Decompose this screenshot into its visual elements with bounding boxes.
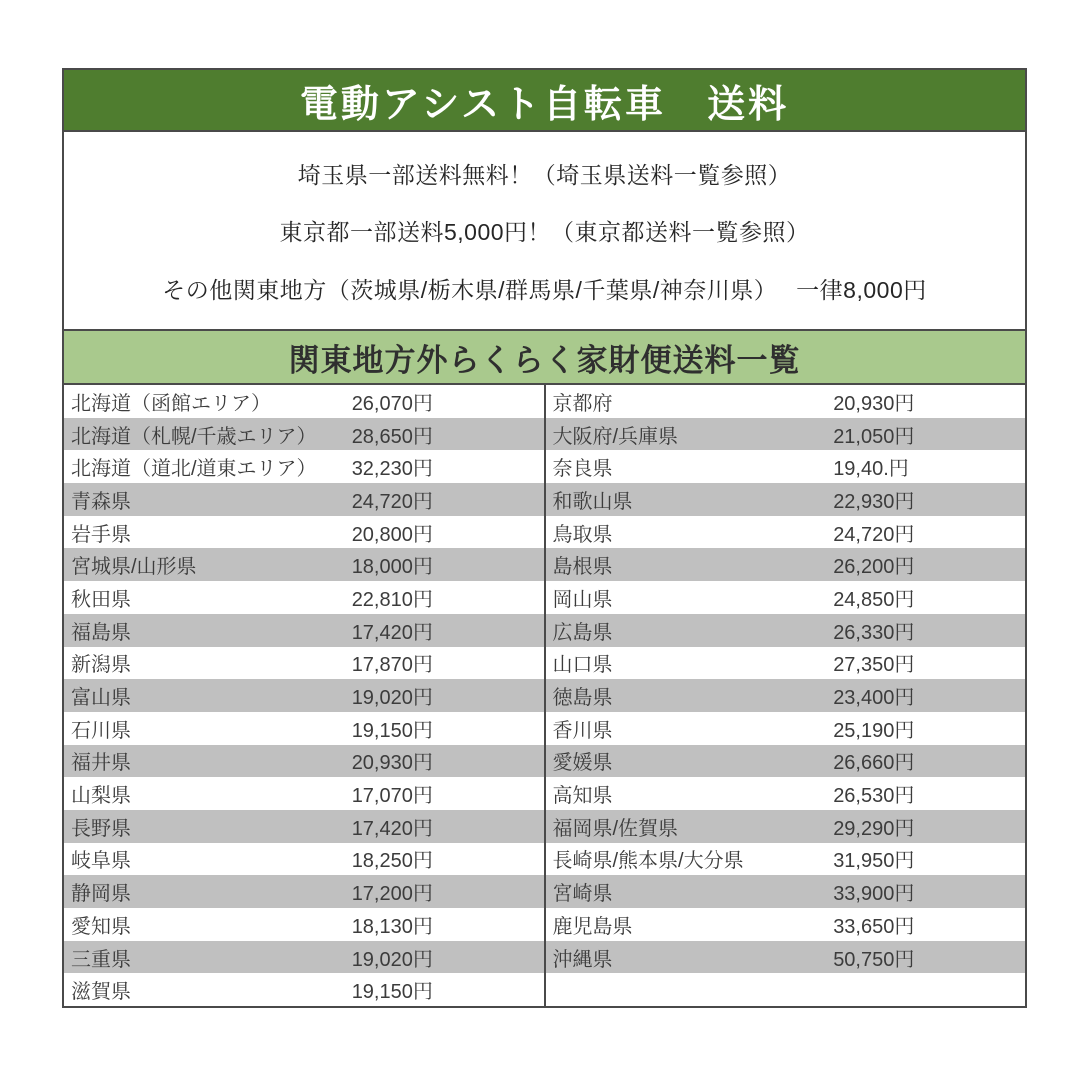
table-row: [64, 973, 544, 1006]
prefecture-name: 鹿児島県: [552, 915, 633, 938]
note-other-kanto: その他関東地方（茨城県/栃木県/群馬県/千葉県/神奈川県） 一律8,000円: [162, 276, 927, 303]
shipping-fee-value: 17,200円: [351, 883, 433, 906]
prefecture-name: 岡山県: [552, 588, 613, 611]
prefecture-name: 静岡県: [71, 883, 131, 906]
shipping-fee-value: 25,190円: [833, 719, 915, 742]
table-row: [546, 843, 1026, 876]
prefecture-name: 長崎県/熊本県/大分県: [552, 850, 744, 873]
shipping-fee-value: 26,530円: [833, 785, 915, 808]
table-row: [546, 810, 1026, 843]
prefecture-name: 山梨県: [71, 785, 131, 808]
table-row: [64, 483, 544, 516]
prefecture-name: 奈良県: [552, 458, 613, 481]
prefecture-name: 広島県: [552, 621, 613, 644]
shipping-fee-value: 26,330円: [833, 621, 915, 644]
shipping-fee-value: 24,850円: [833, 588, 915, 611]
shipping-fee-value: 17,420円: [351, 817, 433, 840]
prefecture-name: 新潟県: [71, 654, 131, 677]
shipping-fee-value: 29,290円: [833, 817, 915, 840]
shipping-fee-value: 18,000円: [351, 556, 433, 579]
shipping-fee-value: 19,020円: [351, 948, 433, 971]
shipping-fee-value: 26,070円: [351, 392, 433, 415]
fee-table-right-column: [544, 385, 1026, 1006]
table-row: [64, 385, 544, 418]
prefecture-name: 福島県: [71, 621, 131, 644]
shipping-fee-value: 26,660円: [833, 752, 915, 775]
shipping-fee-value: 24,720円: [833, 523, 915, 546]
shipping-fee-sheet: [62, 68, 1027, 1008]
table-row: [546, 973, 1026, 1006]
note-tokyo: 東京都一部送料5,000円！（東京都送料一覧参照）: [279, 219, 810, 245]
table-section-title: 関東地方外らくらく家財便送料一覧: [288, 342, 801, 378]
table-row: [64, 908, 544, 941]
shipping-fee-value: 19,150円: [351, 981, 433, 1004]
table-row: [64, 614, 544, 647]
table-row: [546, 679, 1026, 712]
prefecture-name: 富山県: [71, 687, 131, 710]
shipping-fee-value: 24,720円: [351, 490, 433, 513]
table-row: [546, 516, 1026, 549]
table-row: [546, 875, 1026, 908]
shipping-fee-value: 22,810円: [351, 588, 433, 611]
prefecture-name: 徳島県: [552, 687, 613, 710]
prefecture-name: 福井県: [71, 752, 131, 775]
table-row: [546, 385, 1026, 418]
shipping-fee-value: 17,070円: [351, 785, 433, 808]
shipping-fee-value: 21,050円: [833, 425, 915, 448]
fee-table-left-column: [64, 385, 544, 1006]
table-row: [546, 614, 1026, 647]
prefecture-name: 京都府: [552, 392, 613, 415]
table-row: [64, 548, 544, 581]
prefecture-name: 岩手県: [71, 523, 131, 546]
table-row: [64, 516, 544, 549]
prefecture-name: 石川県: [71, 719, 131, 742]
prefecture-name: 沖縄県: [552, 948, 613, 971]
table-row: [64, 941, 544, 974]
table-row: [64, 450, 544, 483]
shipping-fee-value: 50,750円: [833, 948, 915, 971]
prefecture-name: 宮崎県: [552, 883, 613, 906]
prefecture-name: 青森県: [71, 490, 131, 513]
shipping-notes: [64, 132, 1025, 329]
shipping-fee-value: 17,420円: [351, 621, 433, 644]
table-row: [64, 679, 544, 712]
prefecture-name: 宮城県/山形県: [71, 556, 197, 579]
table-row: [546, 745, 1026, 778]
shipping-fee-value: 31,950円: [833, 850, 915, 873]
table-row: [546, 908, 1026, 941]
table-row: [64, 745, 544, 778]
page-title: 電動アシスト自転車 送料: [299, 83, 790, 126]
table-row: [546, 418, 1026, 451]
prefecture-name: 愛知県: [71, 915, 131, 938]
prefecture-name: 北海道（道北/道東エリア）: [71, 458, 317, 481]
shipping-fee-value: 28,650円: [351, 425, 433, 448]
prefecture-name: 岐阜県: [71, 850, 131, 873]
shipping-fee-value: 22,930円: [833, 490, 915, 513]
table-row: [546, 777, 1026, 810]
table-row: [546, 548, 1026, 581]
shipping-fee-value: 32,230円: [351, 458, 433, 481]
prefecture-name: 秋田県: [71, 588, 131, 611]
shipping-fee-value: 27,350円: [833, 654, 915, 677]
prefecture-name: 島根県: [552, 556, 613, 579]
shipping-fee-value: 26,200円: [833, 556, 915, 579]
shipping-fee-value: 19,150円: [351, 719, 433, 742]
shipping-fee-value: 23,400円: [833, 687, 915, 710]
table-row: [64, 810, 544, 843]
prefecture-name: 和歌山県: [552, 490, 633, 513]
prefecture-name: 愛媛県: [552, 752, 613, 775]
prefecture-name: 香川県: [552, 719, 613, 742]
shipping-fee-value: 18,130円: [351, 915, 433, 938]
table-row: [64, 418, 544, 451]
table-row: [546, 712, 1026, 745]
table-row: [64, 712, 544, 745]
prefecture-name: 北海道（札幌/千歳エリア）: [71, 425, 317, 448]
prefecture-name: 山口県: [552, 654, 613, 677]
prefecture-name: 大阪府/兵庫県: [552, 425, 679, 448]
table-row: [546, 941, 1026, 974]
shipping-fee-table: [64, 385, 1025, 1006]
prefecture-name: 北海道（函館エリア）: [71, 392, 271, 415]
shipping-fee-value: 33,900円: [833, 883, 915, 906]
prefecture-name: 福岡県/佐賀県: [552, 817, 679, 840]
table-row: [546, 647, 1026, 680]
shipping-fee-value: 19,020円: [351, 687, 433, 710]
prefecture-name: 長野県: [71, 817, 131, 840]
table-section-bar: [64, 329, 1025, 385]
shipping-fee-value: 19,40.円: [833, 458, 909, 481]
note-saitama: 埼玉県一部送料無料！（埼玉県送料一覧参照）: [297, 161, 792, 188]
shipping-fee-value: 33,650円: [833, 915, 915, 938]
prefecture-name: 高知県: [552, 785, 613, 808]
prefecture-name: 鳥取県: [552, 523, 613, 546]
shipping-fee-value: 17,870円: [351, 654, 433, 677]
table-row: [64, 843, 544, 876]
table-row: [546, 483, 1026, 516]
prefecture-name: 三重県: [71, 948, 131, 971]
main-title-bar: [64, 70, 1025, 132]
table-row: [64, 777, 544, 810]
table-row: [546, 450, 1026, 483]
table-row: [64, 647, 544, 680]
shipping-fee-value: 20,930円: [833, 392, 915, 415]
shipping-fee-value: 18,250円: [351, 850, 433, 873]
table-row: [546, 581, 1026, 614]
prefecture-name: 滋賀県: [71, 981, 131, 1004]
table-row: [64, 875, 544, 908]
shipping-fee-value: 20,800円: [351, 523, 433, 546]
shipping-fee-value: 20,930円: [351, 752, 433, 775]
table-row: [64, 581, 544, 614]
